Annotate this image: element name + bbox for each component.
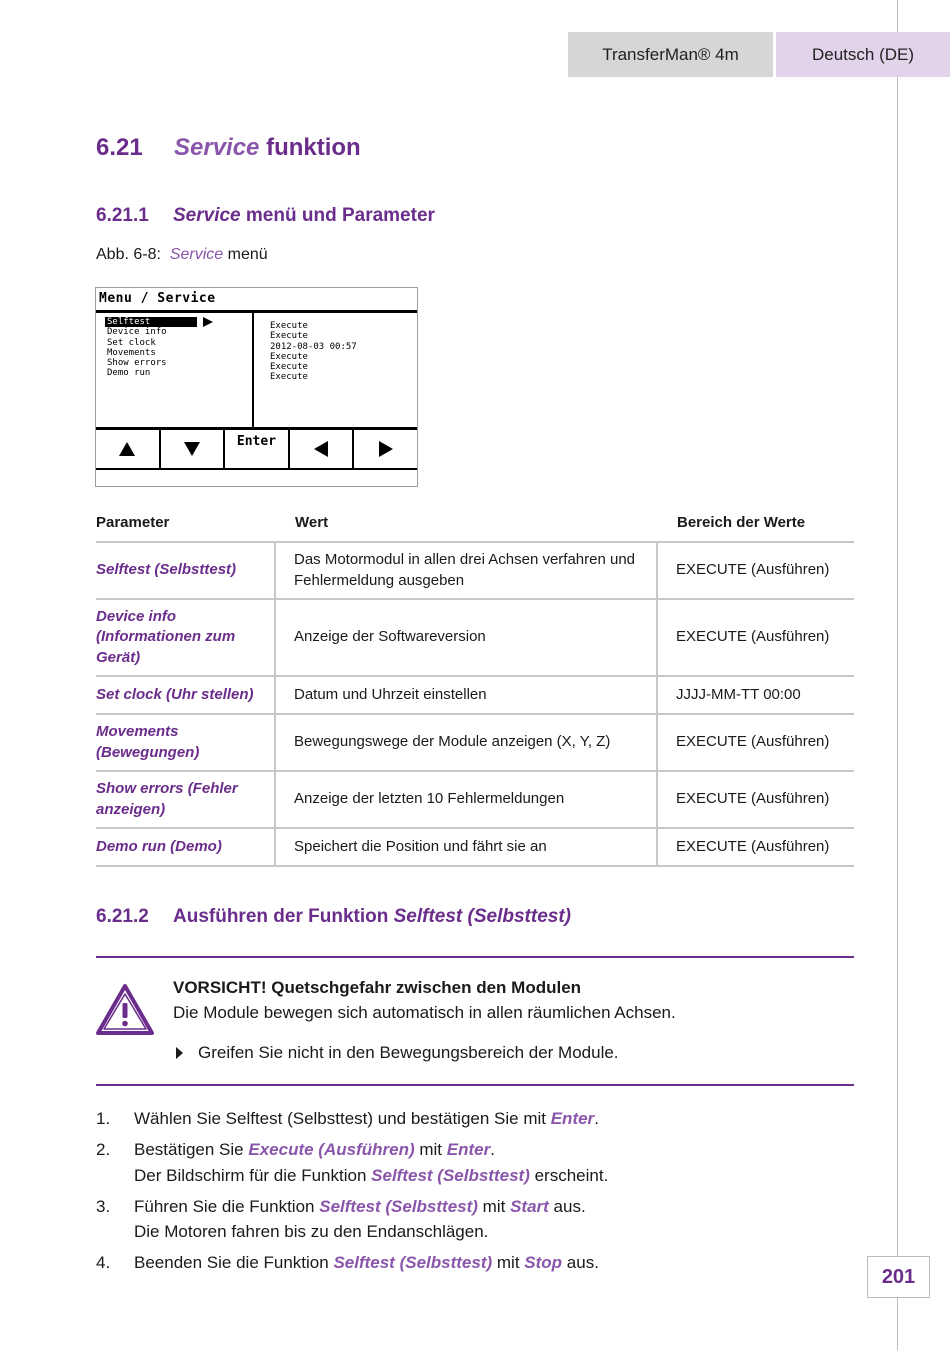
- instruction-steps: [96, 1106, 608, 1281]
- screen-value: Execute: [270, 372, 308, 383]
- table-cell-range: EXECUTE (Ausführen): [657, 599, 854, 676]
- warning-bottom-rule: [96, 1084, 854, 1086]
- section-title-italic: Service: [174, 134, 260, 161]
- section-heading: [96, 134, 361, 162]
- table-header-row: [96, 509, 854, 542]
- list-item: [96, 1106, 608, 1132]
- header-language: Deutsch (DE): [776, 32, 950, 77]
- table-cell-param: Movements (Bewegungen): [96, 714, 275, 771]
- softkey-right[interactable]: [354, 430, 417, 468]
- left-arrow-icon: [314, 441, 328, 457]
- screen-title-bar: [96, 310, 417, 313]
- step-text: mit: [419, 1140, 443, 1159]
- table-cell-param: Device info (Informationen zum Gerät): [96, 599, 275, 676]
- screen-softkeys: [96, 430, 417, 470]
- subsection-2-title-rest: Ausführen der Funktion: [173, 906, 389, 927]
- screen-menu-item-demo-run[interactable]: Demo run: [107, 368, 151, 379]
- caption-italic: Service: [169, 246, 224, 263]
- down-arrow-icon: [184, 442, 200, 456]
- subsection-1-title-italic: Service: [173, 205, 241, 226]
- table-cell-range: EXECUTE (Ausführen): [657, 542, 854, 599]
- subsection-2-title-italic: Selftest (Selbsttest): [393, 906, 571, 927]
- table-row: [96, 714, 854, 771]
- table-row: [96, 542, 854, 599]
- table-cell-param: Demo run (Demo): [96, 828, 275, 866]
- bullet-arrow-icon: [176, 1047, 183, 1059]
- screen-menu-item-show-errors[interactable]: Show errors: [107, 358, 167, 369]
- step-text: Bestätigen Sie: [134, 1140, 244, 1159]
- right-arrow-icon: [379, 441, 393, 457]
- table-header-range: Bereich der Werte: [657, 509, 854, 542]
- device-screen: [95, 287, 418, 487]
- screen-menu-item-selftest[interactable]: Selftest: [105, 317, 197, 327]
- softkey-left[interactable]: [290, 430, 355, 468]
- figure-caption: [96, 246, 268, 264]
- page-margin-line: [897, 0, 898, 1350]
- screen-value: 2012-08-03 00:57: [270, 341, 357, 352]
- list-item: [96, 1194, 608, 1245]
- caption-prefix: Abb. 6-8:: [96, 246, 161, 263]
- step-text: aus.: [553, 1196, 586, 1216]
- step-text: Wählen Sie Selftest (Selbsttest) und bestätigen Sie mit: [134, 1109, 546, 1128]
- table-cell-param: Set clock (Uhr stellen): [96, 676, 275, 714]
- step-text: Der Bildschirm für die Funktion: [134, 1165, 367, 1185]
- softkey-down[interactable]: [161, 430, 226, 468]
- page-number: 201: [867, 1256, 930, 1298]
- step-text: Die Motoren fahren bis zu den Endanschlägen.: [134, 1222, 489, 1241]
- section-number: 6.21: [96, 134, 143, 161]
- step-text: mit: [482, 1196, 506, 1216]
- step-text: erscheint.: [534, 1165, 609, 1185]
- softkey-enter[interactable]: Enter: [225, 430, 290, 468]
- subsection-2-number: 6.21.2: [96, 906, 149, 927]
- screen-divider: [252, 313, 254, 427]
- list-item: [96, 1137, 608, 1188]
- step-number: 1.: [96, 1109, 111, 1128]
- step-emphasis: Selftest (Selbsttest): [371, 1165, 530, 1185]
- step-emphasis: Selftest (Selbsttest): [319, 1196, 478, 1216]
- screen-value: Execute: [270, 321, 308, 331]
- step-text: .: [594, 1109, 599, 1128]
- step-number: 3.: [96, 1196, 111, 1216]
- screen-value: Execute: [270, 351, 308, 362]
- warning-action: Greifen Sie nicht in den Bewegungsbereich der Module.: [198, 1043, 619, 1062]
- screen-menu-item-set-clock[interactable]: Set clock: [107, 337, 156, 348]
- subsection-heading-2: [96, 906, 571, 928]
- subsection-heading-1: [96, 205, 435, 227]
- table-header-wert: Wert: [275, 509, 657, 542]
- table-row: [96, 599, 854, 676]
- step-emphasis: Selftest (Selbsttest): [333, 1253, 493, 1272]
- step-text: aus.: [566, 1253, 599, 1272]
- table-cell-wert: Datum und Uhrzeit einstellen: [275, 676, 657, 714]
- table-cell-wert: Bewegungswege der Module anzeigen (X, Y, Z): [275, 714, 657, 771]
- screen-title: Menu / Service: [99, 291, 216, 306]
- list-item: [96, 1250, 608, 1276]
- screen-value: Execute: [270, 362, 308, 373]
- screen-menu-item-device-info[interactable]: Device info: [107, 327, 167, 338]
- table-cell-wert: Anzeige der Softwareversion: [275, 599, 657, 676]
- table-cell-range: JJJJ-MM-TT 00:00: [657, 676, 854, 714]
- screen-menu-item-movements[interactable]: Movements: [107, 347, 156, 358]
- subsection-1-number: 6.21.1: [96, 205, 149, 226]
- step-emphasis: Execute (Ausführen): [248, 1140, 415, 1159]
- step-emphasis: Enter: [550, 1109, 595, 1128]
- softkey-up[interactable]: [96, 430, 161, 468]
- table-row: [96, 828, 854, 866]
- step-text: mit: [496, 1253, 520, 1272]
- table-cell-param: Selftest (Selbsttest): [96, 542, 275, 599]
- table-cell-range: EXECUTE (Ausführen): [657, 714, 854, 771]
- step-text: .: [490, 1140, 495, 1159]
- table-row: [96, 771, 854, 828]
- up-arrow-icon: [119, 442, 135, 456]
- warning-text: Die Module bewegen sich automatisch in allen räumlichen Achsen.: [173, 1003, 676, 1022]
- table-cell-param: Show errors (Fehler anzeigen): [96, 771, 275, 828]
- selection-pointer-icon: [203, 317, 213, 327]
- table-row: [96, 676, 854, 714]
- table-header-parameter: Parameter: [96, 509, 275, 542]
- section-title-rest: funktion: [266, 134, 361, 161]
- screen-value: Execute: [270, 331, 308, 342]
- screen-menu: [105, 317, 197, 379]
- step-emphasis: Stop: [524, 1253, 563, 1272]
- warning-top-rule: [96, 956, 854, 958]
- table-cell-wert: Speichert die Position und fährt sie an: [275, 828, 657, 866]
- step-emphasis: Enter: [446, 1140, 491, 1159]
- step-emphasis: Start: [510, 1196, 549, 1216]
- warning-triangle-icon: [95, 983, 155, 1036]
- header-product: TransferMan® 4m: [568, 32, 773, 77]
- step-text: Führen Sie die Funktion: [134, 1196, 315, 1216]
- table-cell-range: EXECUTE (Ausführen): [657, 771, 854, 828]
- step-text: Beenden Sie die Funktion: [134, 1253, 329, 1272]
- subsection-1-title-rest: menü und Parameter: [245, 205, 435, 226]
- screen-values: [270, 321, 357, 383]
- table-cell-wert: Das Motormodul in allen drei Achsen verfahren und Fehlermeldung ausgeben: [275, 542, 657, 599]
- step-number: 2.: [96, 1140, 111, 1159]
- caption-rest: menü: [227, 246, 268, 263]
- step-number: 4.: [96, 1253, 111, 1272]
- table-cell-wert: Anzeige der letzten 10 Fehlermeldungen: [275, 771, 657, 828]
- warning-title: VORSICHT! Quetschgefahr zwischen den Modulen: [173, 978, 582, 997]
- table-cell-range: EXECUTE (Ausführen): [657, 828, 854, 866]
- parameter-table: [96, 509, 854, 867]
